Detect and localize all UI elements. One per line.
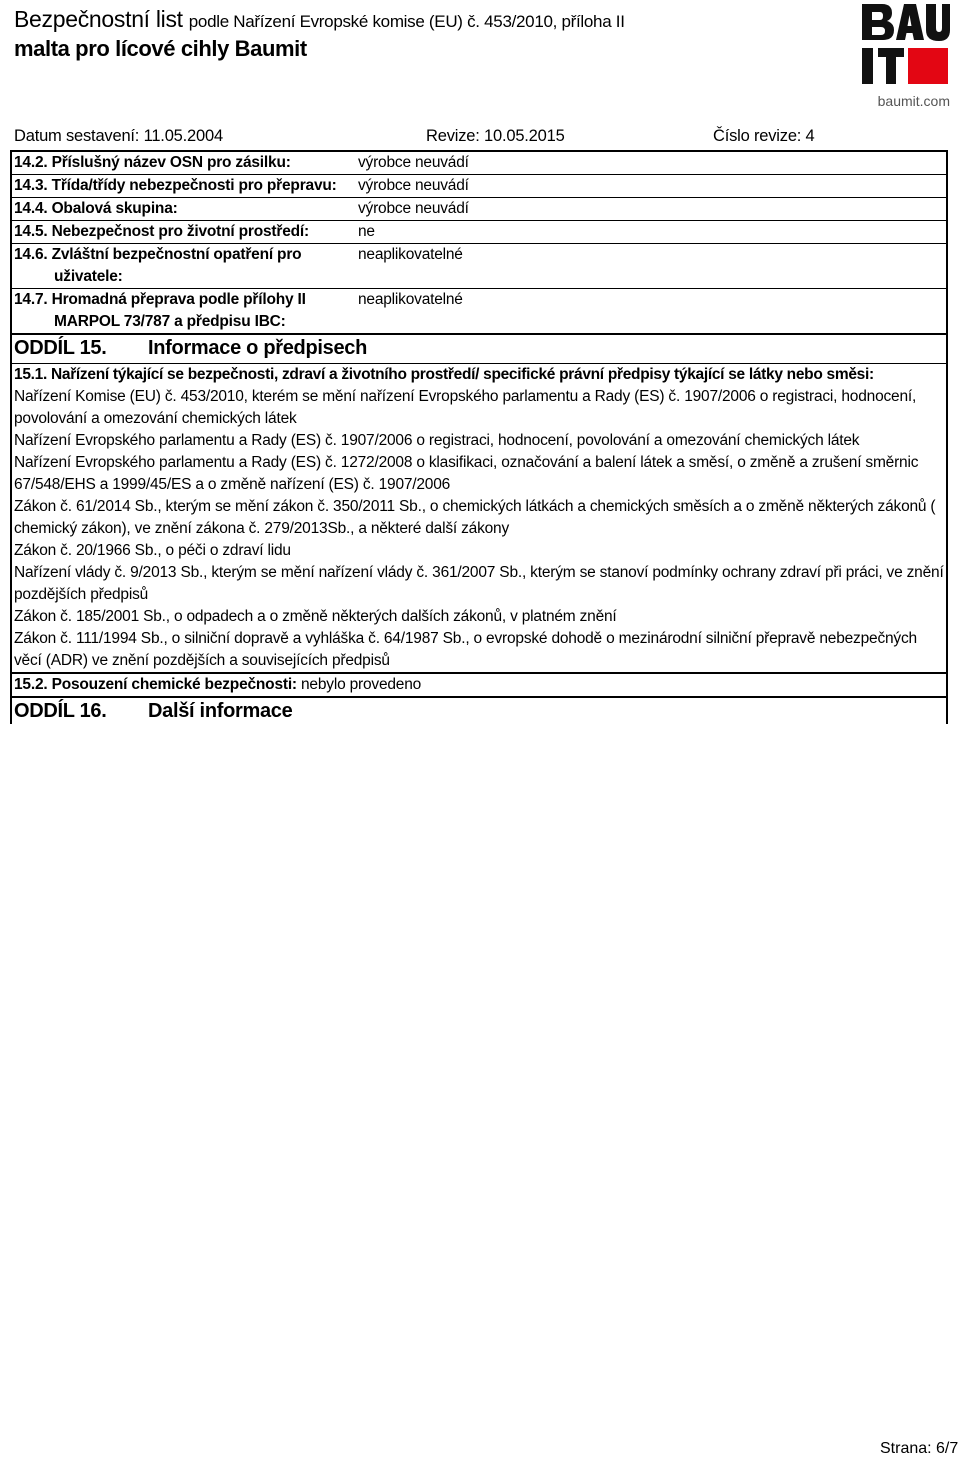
list-item: Zákon č. 111/1994 Sb., o silniční dopravě a vyhláška č. 64/1987 Sb., o evropské dohodě o mezinárodní silniční přepravě nebezpečných věcí (ADR) ve znění pozdějších a souvisejících předpisů <box>14 630 917 669</box>
subsection-15-2 <box>12 672 946 696</box>
list-item: Nařízení Komise (EU) č. 453/2010, kterém se mění nařízení Evropského parlamentu a Rady (ES) č. 1907/2006 o registraci, hodnocení, povolování a omezování chemických látek <box>14 388 917 427</box>
row-value: ne <box>354 221 946 244</box>
row-value: neaplikovatelné <box>354 289 946 334</box>
logo-url: baumit.com <box>877 93 950 109</box>
list-item: Nařízení Evropského parlamentu a Rady (ES) č. 1907/2006 o registraci, hodnocení, povolování a omezování chemických látek <box>14 432 860 449</box>
list-item: Nařízení Evropského parlamentu a Rady (ES) č. 1272/2008 o klasifikaci, označování a balení látek a směsí, o změně a zrušení směrnic 67/548/EHS a 1999/45/ES a o změně nařízení (ES) č. 1907/2006 <box>14 454 919 493</box>
table-row <box>12 289 946 334</box>
revision-date: Revize: 10.05.2015 <box>426 127 565 145</box>
list-item: Zákon č. 61/2014 Sb., kterým se mění zákon č. 350/2011 Sb., o chemických látkách a chemických směsích a o změně některých zákonů ( chemický zákon), ve znění zákona č. 279/2013Sb., a některé další zákony <box>14 498 936 537</box>
doc-type: Bezpečnostní list <box>14 6 183 32</box>
date-compiled: Datum sestavení: 11.05.2004 <box>14 127 223 145</box>
logo-red-block <box>908 48 948 84</box>
table-row <box>12 151 946 175</box>
row-label: 14.2. Příslušný název OSN pro zásilku: <box>12 151 354 175</box>
list-item: Zákon č. 20/1966 Sb., o péči o zdraví lidu <box>14 542 291 559</box>
subsection-value: nebylo provedeno <box>301 676 422 693</box>
section-16-heading <box>12 696 946 724</box>
row-label: 14.7. Hromadná přeprava podle přílohy II MARPOL 73/787 a předpisu IBC: <box>12 289 354 334</box>
table-row <box>12 244 946 289</box>
list-item: Zákon č. 185/2001 Sb., o odpadech a o změně některých dalších zákonů, v platném znění <box>14 608 617 625</box>
table-row <box>12 221 946 244</box>
section-title: Další informace <box>148 700 293 722</box>
row-value: neaplikovatelné <box>354 244 946 289</box>
row-label: 14.5. Nebezpečnost pro životní prostředí: <box>12 221 354 244</box>
subsection-title: 15.2. Posouzení chemické bezpečnosti: <box>14 676 297 693</box>
document-title <box>14 6 625 33</box>
section-15-heading <box>12 333 946 363</box>
row-value: výrobce neuvádí <box>354 175 946 198</box>
subsection-15-1 <box>12 363 946 672</box>
section-number: ODDÍL 16. <box>14 700 107 722</box>
table-row <box>12 175 946 198</box>
row-value: výrobce neuvádí <box>354 198 946 221</box>
section-number: ODDÍL 15. <box>14 337 107 359</box>
section-title: Informace o předpisech <box>148 337 368 359</box>
document-body <box>10 150 948 724</box>
row-label: 14.6. Zvláštní bezpečnostní opatření pro uživatele: <box>12 244 354 289</box>
row-label: 14.4. Obalová skupina: <box>12 198 354 221</box>
subsection-title: 15.1. Nařízení týkající se bezpečnosti, zdraví a životního prostředí/ specifické právní předpisy týkající se látky nebo směsi: <box>14 366 874 383</box>
regulation-reference: podle Nařízení Evropské komise (EU) č. 453/2010, příloha II <box>188 12 625 31</box>
revision-number: Číslo revize: 4 <box>713 127 815 145</box>
row-label: 14.3. Třída/třídy nebezpečnosti pro přepravu: <box>12 175 354 198</box>
page-number: Strana: 6/7 <box>880 1440 959 1457</box>
row-value: výrobce neuvádí <box>354 151 946 175</box>
baumit-logo-icon <box>858 2 950 92</box>
list-item: Nařízení vlády č. 9/2013 Sb., kterým se mění nařízení vlády č. 361/2007 Sb., kterým se stanoví podmínky ochrany zdraví při práci, ve znění pozdějších předpisů <box>14 564 944 603</box>
regulation-list <box>12 386 946 672</box>
product-name: malta pro lícové cihly Baumit <box>14 36 307 61</box>
table-row <box>12 198 946 221</box>
transport-info-table <box>12 150 946 333</box>
